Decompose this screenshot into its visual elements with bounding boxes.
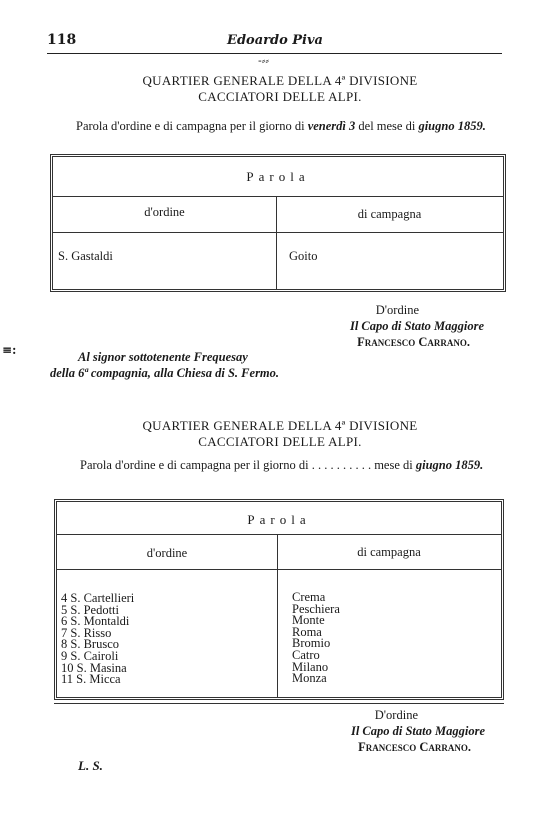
order1-address-line1: Al signor sottotenente Frequesay: [78, 350, 248, 364]
order1-signature-dordine: D'ordine: [375, 303, 419, 317]
page-number: 118: [47, 32, 77, 48]
order2-col-ordine: d'ordine: [146, 546, 188, 560]
order1-address-line2: della 6ª compagnia, alla Chiesa di S. Fermo.: [50, 366, 280, 380]
list-item: Peschiera: [292, 601, 340, 616]
list-item: 5 S. Pedotti: [61, 602, 119, 617]
order1-month-year: giugno 1859.: [418, 119, 486, 133]
order2-signature-dordine: D'ordine: [374, 708, 418, 722]
ink-mark-icon: -⸗⸗: [258, 54, 270, 67]
order2-signature-title: Il Capo di Stato Maggiore: [350, 724, 485, 738]
order2-table-title: Parola: [247, 512, 311, 527]
list-item: Roma: [292, 624, 322, 639]
order1-table-title: Parola: [246, 169, 310, 184]
list-item: 4 S. Cartellieri: [61, 591, 135, 605]
order1-intro-text: Parola d'ordine e di campagna per il giorno di: [76, 119, 305, 133]
list-item: Bromio: [292, 636, 331, 651]
list-item: 8 S. Brusco: [61, 637, 119, 652]
order1-heading-line2: CACCIATORI DELLE ALPI.: [198, 89, 362, 104]
order1-col-ordine: d'ordine: [144, 205, 185, 219]
order2-heading-line2: CACCIATORI DELLE ALPI.: [198, 434, 362, 449]
order1-intro: [50, 118, 505, 135]
list-item: 6 S. Montaldi: [61, 614, 130, 629]
table-divider: [57, 569, 501, 570]
list-item: Catro: [292, 647, 320, 662]
order2-intro: [54, 457, 505, 474]
order1-col-campagna: di campagna: [357, 207, 422, 221]
order2-ordine-list: [61, 593, 134, 686]
list-item: 10 S. Masina: [61, 660, 127, 675]
list-item: 11 S. Micca: [61, 672, 121, 687]
list-item: Crema: [292, 590, 326, 604]
order2-month-year: giugno 1859.: [415, 458, 484, 472]
margin-mark: ≡:: [2, 343, 17, 357]
order2-password-table: [54, 499, 504, 700]
running-title: Edoardo Piva: [227, 33, 323, 48]
order1-password-table: [50, 154, 506, 292]
order2-signature-name: Francesco Carrano.: [358, 740, 471, 754]
order1-intro-mid: del mese di: [358, 119, 416, 133]
list-item: Milano: [292, 659, 329, 674]
order2-col-campagna: di campagna: [357, 545, 421, 559]
footer-initials: L. S.: [78, 758, 103, 773]
order2-heading-line1: QUARTIER GENERALE DELLA 4ª DIVISIONE: [142, 418, 418, 433]
order1-row-campagna: Goito: [289, 249, 318, 263]
table-bottom-rule: [54, 703, 504, 704]
list-item: 9 S. Cairoli: [61, 648, 119, 663]
table-divider: [53, 232, 503, 233]
order1-day: venerdì 3: [307, 119, 356, 133]
list-item: 7 S. Risso: [61, 625, 112, 640]
table-divider: [57, 534, 501, 535]
order1-signature-title: Il Capo di Stato Maggiore: [349, 319, 484, 333]
order1-row-ordine: S. Gastaldi: [58, 249, 113, 263]
order2-campagna-list: [292, 592, 340, 685]
table-divider: [53, 196, 503, 197]
list-item: Monza: [292, 671, 327, 686]
header-rule: [47, 53, 502, 54]
order1-signature-name: Francesco Carrano.: [357, 335, 470, 349]
order1-heading-line1: QUARTIER GENERALE DELLA 4ª DIVISIONE: [142, 73, 418, 88]
order2-intro-text: Parola d'ordine e di campagna per il giorno di . . . . . . . . . . mese di: [80, 458, 413, 472]
list-item: Monte: [292, 613, 325, 628]
